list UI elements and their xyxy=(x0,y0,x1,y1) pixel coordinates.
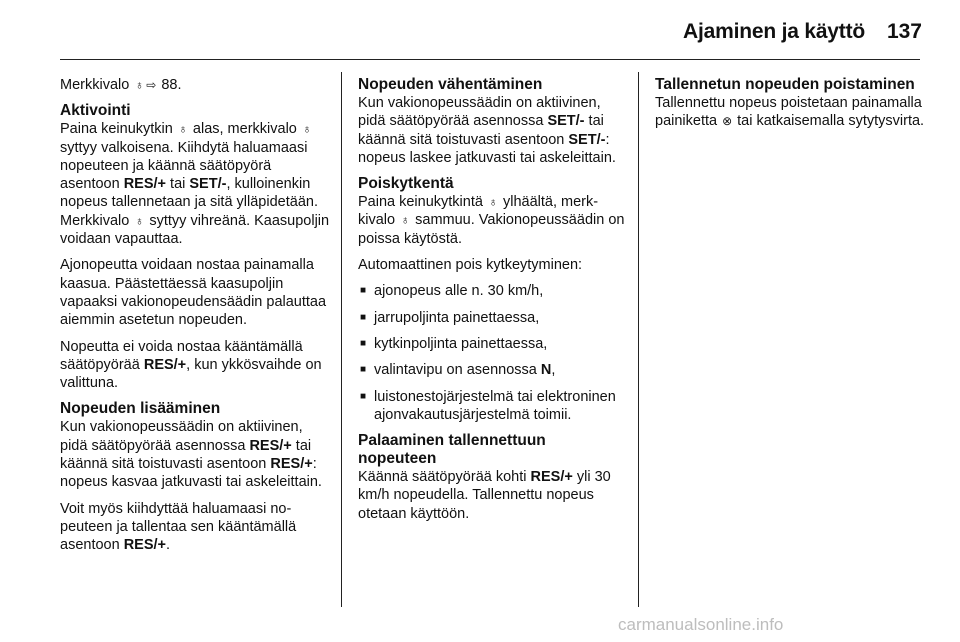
column-3 xyxy=(655,76,925,139)
page-header xyxy=(0,0,960,60)
column-2 xyxy=(358,76,626,531)
heading-aktivointi: Aktivointi xyxy=(60,102,131,120)
paragraph: Nopeutta ei voida nostaa kääntämällä säätöpyörää RES/+, kun ykkösvaihde on valittuna. xyxy=(60,338,322,392)
column-divider xyxy=(638,72,639,607)
paragraph: Kun vakionopeussäädin on aktiivinen, pidä säätöpyörää asennossa RES/+ tai käännä sitä toistuvasti asentoon RES/+: nopeus kasvaa jatkuvasti tai askeleittain. xyxy=(60,419,322,491)
list-item: ■ valintavipu on asennossa N, xyxy=(358,361,626,379)
column-1 xyxy=(60,76,330,563)
paragraph: Automaattinen pois kytkeytyminen: xyxy=(358,257,583,274)
heading-tallennetun-poistaminen: Tallennetun nopeuden poistaminen xyxy=(655,76,915,93)
paragraph: Paina keinukytkintä ♁ ylhäältä, merkkivalo ♁ sammuu. Vakionopeussäädin on poissa käytöstä. xyxy=(358,194,625,247)
list-item: ■ kytkinpoljinta painettaessa, xyxy=(358,335,626,353)
paragraph: Kun vakionopeussäädin on aktiivinen, pidä säätöpyörää asennossa SET/- tai käännä sitä toistuvasti asentoon SET/-: nopeus laskee jatkuvasti tai askeleittain. xyxy=(358,95,616,166)
cruise-control-icon: ♁ xyxy=(488,195,498,210)
auto-disengage-list xyxy=(358,282,626,424)
heading-nopeuden-lisaaminen: Nopeuden lisääminen xyxy=(60,400,221,418)
cruise-control-icon: ♁ xyxy=(178,122,188,137)
heading-nopeuden-vahentaminen: Nopeuden vähentäminen xyxy=(358,76,543,93)
page-title: Ajaminen ja käyttö xyxy=(683,20,865,43)
watermark: carmanualsonline.info xyxy=(618,615,784,634)
arrow-reference-icon: ⇨ xyxy=(146,78,157,92)
heading-poiskytkenta: Poiskytkentä xyxy=(358,175,454,193)
list-item: ■ luistonestojärjestelmä tai elektroninen ajonvakautusjärjestelmä toimii. xyxy=(358,388,626,425)
cruise-control-icon: ♁ xyxy=(302,122,312,137)
cruise-control-icon: ♁ xyxy=(400,213,410,228)
cruise-control-icon: ♁ xyxy=(134,78,144,92)
page-number: 137 xyxy=(886,20,922,43)
cancel-button-icon: ⊗ xyxy=(722,114,733,129)
paragraph: Ajonopeutta voidaan nostaa painamalla kaasua. Päästettäessä kaasupoljin vapaaksi vakionopeudensäädin palauttaa aiemmin asetetun nopeuden. xyxy=(60,257,327,329)
header-rule xyxy=(60,59,920,60)
paragraph: Voit myös kiihdyttää haluamaasi nopeuteen ja tallentaa sen kääntämällä asentoon RES/+. xyxy=(60,500,297,554)
heading-palaaminen: Palaaminen tallennettuun nopeuteen xyxy=(358,432,546,468)
cruise-control-icon: ♁ xyxy=(134,213,144,228)
paragraph: Paina keinukytkin ♁ alas, merkkivalo ♁ syttyy valkoisena. Kiihdytä haluamaasi nopeuteen ja käännä säätöpyörä asentoon RES/+ tai SET/-, kulloinenkin nopeus tallennetaan ja sitä ylläpidetään. Merkkivalo ♁ syttyy vihreänä. Kaasupoljin voidaan vapauttaa. xyxy=(60,121,330,248)
list-item: ■ jarrupoljinta painettaessa, xyxy=(358,309,626,327)
paragraph: Tallennettu nopeus poistetaan painamalla painiketta ⊗ tai katkaisemalla sytytysvirta. xyxy=(655,95,925,130)
indicator-reference: Merkkivalo ♁ ⇨ 88. xyxy=(60,77,182,93)
list-item: ■ ajonopeus alle n. 30 km/h, xyxy=(358,282,626,300)
paragraph: Käännä säätöpyörää kohti RES/+ yli 30 km/h nopeudella. Tallennettu nopeus otetaan käyttöön. xyxy=(358,469,611,522)
column-divider xyxy=(341,72,342,607)
